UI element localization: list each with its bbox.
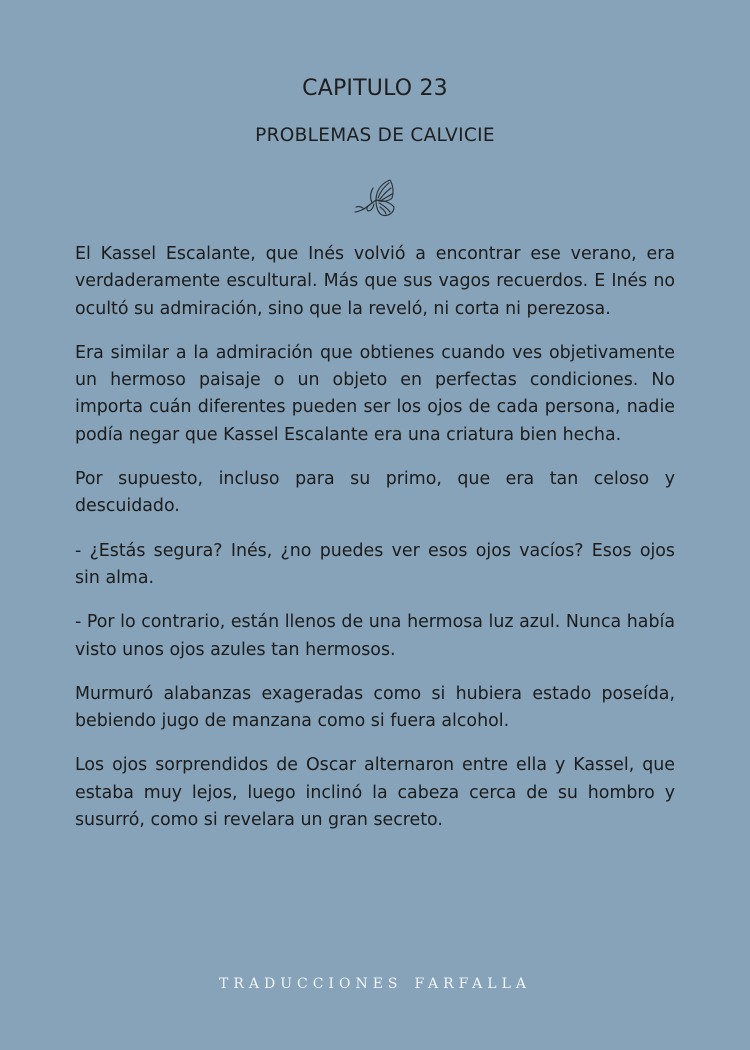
paragraph: El Kassel Escalante, que Inés volvió a encontrar ese verano, era verdaderamente escultural. Más que sus vagos recuerdos. E Inés no ocultó su admiración, sino que la reveló, ni corta ni perezosa.	[75, 244, 675, 319]
paragraph: Por supuesto, incluso para su primo, que era tan celoso y descuidado.	[75, 469, 675, 517]
chapter-number: CAPITULO 23	[302, 76, 448, 101]
chapter-body	[75, 241, 675, 851]
paragraph: Murmuró alabanzas exageradas como si hubiera estado poseída, bebiendo jugo de manzana como si fuera alcohol.	[75, 683, 675, 732]
chapter-title: PROBLEMAS DE CALVICIE	[255, 125, 495, 146]
footer-word: FARFALLA	[414, 976, 531, 992]
footer-credit	[0, 976, 750, 992]
paragraph: - Por lo contrario, están llenos de una hermosa luz azul. Nunca había visto unos ojos azules tan hermosos.	[75, 612, 675, 660]
paragraph: Los ojos sorprendidos de Oscar alternaron entre ella y Kassel, que estaba muy lejos, luego inclinó la cabeza cerca de su hombro y susurró, como si revelara un gran secreto.	[75, 755, 675, 831]
paragraph: Era similar a la admiración que obtienes cuando ves objetivamente un hermoso paisaje o un objeto en perfectas condiciones. No importa cuán diferentes pueden ser los ojos de cada persona, nadie podía negar que Kassel Escalante era una criatura bien hecha.	[75, 342, 675, 445]
paragraph: - ¿Estás segura? Inés, ¿no puedes ver esos ojos vacíos? Esos ojos sin alma.	[75, 540, 675, 588]
butterfly-icon	[350, 176, 400, 220]
footer-word: TRADUCCIONES	[219, 976, 403, 992]
